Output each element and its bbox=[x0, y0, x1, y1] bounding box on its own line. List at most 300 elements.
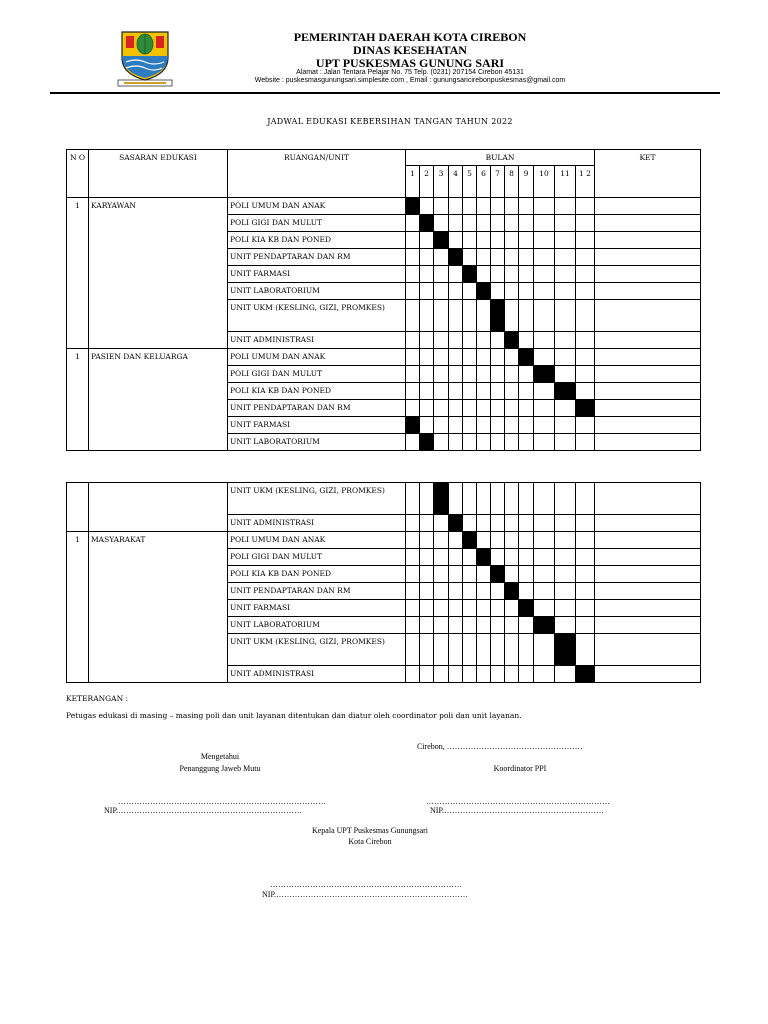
month-cell bbox=[576, 300, 595, 332]
ket-cell bbox=[595, 400, 701, 417]
month-cell bbox=[463, 434, 477, 451]
scheduled-month-cell bbox=[434, 232, 449, 249]
scheduled-month-cell bbox=[491, 566, 505, 583]
month-cell bbox=[576, 483, 595, 515]
month-cell bbox=[555, 566, 576, 583]
month-cell bbox=[555, 300, 576, 332]
table-body-part-1 bbox=[67, 198, 701, 451]
month-cell bbox=[406, 666, 420, 683]
month-cell bbox=[463, 198, 477, 215]
month-cell bbox=[534, 400, 555, 417]
month-cell bbox=[420, 283, 434, 300]
month-cell bbox=[477, 583, 491, 600]
month-cell bbox=[420, 266, 434, 283]
month-cell bbox=[505, 266, 519, 283]
header-ket: KET bbox=[595, 150, 701, 198]
scheduled-month-cell bbox=[420, 434, 434, 451]
month-cell bbox=[420, 634, 434, 666]
month-cell bbox=[519, 617, 534, 634]
scheduled-month-cell bbox=[434, 483, 449, 515]
month-cell bbox=[420, 566, 434, 583]
month-cell bbox=[534, 332, 555, 349]
month-cell bbox=[519, 249, 534, 266]
month-cell bbox=[555, 400, 576, 417]
month-cell bbox=[420, 332, 434, 349]
month-cell bbox=[555, 483, 576, 515]
month-cell bbox=[519, 232, 534, 249]
month-cell bbox=[434, 198, 449, 215]
month-cell bbox=[463, 417, 477, 434]
month-header: 9 bbox=[519, 166, 534, 198]
month-cell bbox=[406, 634, 420, 666]
month-cell bbox=[491, 634, 505, 666]
target-group: KARYAWAN bbox=[89, 198, 228, 349]
month-cell bbox=[406, 349, 420, 366]
ket-cell bbox=[595, 583, 701, 600]
month-cell bbox=[576, 215, 595, 232]
month-cell bbox=[534, 383, 555, 400]
month-cell bbox=[505, 400, 519, 417]
month-header: 8 bbox=[505, 166, 519, 198]
month-cell bbox=[477, 532, 491, 549]
month-cell bbox=[576, 232, 595, 249]
month-cell bbox=[505, 666, 519, 683]
target-group: MASYARAKAT bbox=[89, 532, 228, 683]
month-cell bbox=[449, 583, 463, 600]
month-cell bbox=[434, 666, 449, 683]
address-line: Alamat : Jalan Tentara Pelajar No. 75 Telp. (0231) 207154 Cirebon 45131 bbox=[296, 69, 524, 76]
month-cell bbox=[519, 383, 534, 400]
month-cell bbox=[555, 515, 576, 532]
month-cell bbox=[534, 666, 555, 683]
month-cell bbox=[576, 434, 595, 451]
month-cell bbox=[555, 532, 576, 549]
month-cell bbox=[434, 417, 449, 434]
scheduled-month-cell bbox=[534, 617, 555, 634]
month-cell bbox=[519, 400, 534, 417]
month-cell bbox=[534, 583, 555, 600]
month-cell bbox=[406, 232, 420, 249]
month-cell bbox=[519, 266, 534, 283]
month-cell bbox=[519, 215, 534, 232]
acknowledged-label: Mengetahui bbox=[200, 752, 240, 761]
month-cell bbox=[576, 266, 595, 283]
month-cell bbox=[519, 366, 534, 383]
month-cell bbox=[519, 549, 534, 566]
left-signature-line: …………………………………………………………………… bbox=[118, 797, 326, 806]
month-cell bbox=[491, 400, 505, 417]
month-cell bbox=[463, 366, 477, 383]
bottom-signature-line: ……………………………………………………………… bbox=[270, 880, 462, 889]
month-cell bbox=[477, 349, 491, 366]
month-cell bbox=[555, 434, 576, 451]
month-cell bbox=[519, 434, 534, 451]
month-cell bbox=[449, 434, 463, 451]
month-cell bbox=[576, 566, 595, 583]
row-number bbox=[67, 483, 89, 532]
month-header: 11 bbox=[555, 166, 576, 198]
ket-cell bbox=[595, 366, 701, 383]
ket-cell bbox=[595, 566, 701, 583]
ket-cell bbox=[595, 417, 701, 434]
ket-cell bbox=[595, 215, 701, 232]
ket-cell bbox=[595, 232, 701, 249]
month-cell bbox=[420, 532, 434, 549]
month-cell bbox=[505, 232, 519, 249]
ket-cell bbox=[595, 515, 701, 532]
month-cell bbox=[576, 532, 595, 549]
ket-cell bbox=[595, 349, 701, 366]
place-date: Cirebon, …………………………………………… bbox=[417, 742, 583, 751]
month-cell bbox=[449, 283, 463, 300]
month-cell bbox=[519, 532, 534, 549]
month-cell bbox=[434, 249, 449, 266]
month-cell bbox=[491, 434, 505, 451]
unit-name: POLI UMUM DAN ANAK bbox=[228, 532, 406, 549]
month-cell bbox=[449, 483, 463, 515]
unit-name: POLI KIA KB DAN PONED bbox=[228, 566, 406, 583]
month-cell bbox=[491, 283, 505, 300]
month-cell bbox=[519, 300, 534, 332]
month-cell bbox=[449, 266, 463, 283]
month-cell bbox=[491, 366, 505, 383]
month-cell bbox=[420, 232, 434, 249]
month-cell bbox=[491, 483, 505, 515]
unit-name: UNIT LABORATORIUM bbox=[228, 283, 406, 300]
unit-name: POLI GIGI DAN MULUT bbox=[228, 549, 406, 566]
ket-cell bbox=[595, 617, 701, 634]
month-cell bbox=[491, 617, 505, 634]
scheduled-month-cell bbox=[519, 600, 534, 617]
month-cell bbox=[420, 483, 434, 515]
month-cell bbox=[406, 400, 420, 417]
month-cell bbox=[406, 549, 420, 566]
month-cell bbox=[491, 417, 505, 434]
month-cell bbox=[491, 332, 505, 349]
month-cell bbox=[463, 400, 477, 417]
unit-name: UNIT ADMINISTRASI bbox=[228, 515, 406, 532]
month-cell bbox=[555, 283, 576, 300]
month-cell bbox=[555, 198, 576, 215]
month-cell bbox=[463, 232, 477, 249]
row-number: 1 bbox=[67, 198, 89, 349]
month-cell bbox=[519, 332, 534, 349]
unit-name: UNIT FARMASI bbox=[228, 266, 406, 283]
head-city: Kota Cirebon bbox=[348, 837, 392, 846]
unit-name: UNIT FARMASI bbox=[228, 600, 406, 617]
month-cell bbox=[519, 283, 534, 300]
month-cell bbox=[505, 383, 519, 400]
month-header: 1 bbox=[406, 166, 420, 198]
month-cell bbox=[534, 417, 555, 434]
schedule-table-part-1 bbox=[66, 149, 701, 451]
month-cell bbox=[420, 300, 434, 332]
month-cell bbox=[576, 600, 595, 617]
month-cell bbox=[491, 249, 505, 266]
month-cell bbox=[406, 617, 420, 634]
month-cell bbox=[420, 417, 434, 434]
unit-name: UNIT LABORATORIUM bbox=[228, 617, 406, 634]
head-title: Kepala UPT Puskesmas Gunungsari bbox=[311, 826, 429, 835]
scheduled-month-cell bbox=[491, 300, 505, 332]
month-cell bbox=[555, 583, 576, 600]
month-cell bbox=[434, 617, 449, 634]
row-number: 1 bbox=[67, 532, 89, 683]
unit-name: UNIT UKM (KESLING, GIZI, PROMKES) bbox=[228, 634, 406, 666]
ket-cell bbox=[595, 532, 701, 549]
ket-cell bbox=[595, 300, 701, 332]
month-cell bbox=[477, 198, 491, 215]
month-cell bbox=[477, 617, 491, 634]
month-cell bbox=[555, 366, 576, 383]
scheduled-month-cell bbox=[406, 198, 420, 215]
month-cell bbox=[576, 417, 595, 434]
table-body-part-2 bbox=[67, 483, 701, 683]
month-cell bbox=[463, 515, 477, 532]
unit-name: POLI UMUM DAN ANAK bbox=[228, 198, 406, 215]
month-cell bbox=[449, 566, 463, 583]
month-cell bbox=[534, 232, 555, 249]
month-cell bbox=[463, 349, 477, 366]
month-cell bbox=[505, 600, 519, 617]
month-cell bbox=[491, 515, 505, 532]
header-divider bbox=[50, 92, 720, 94]
ket-cell bbox=[595, 266, 701, 283]
month-cell bbox=[434, 383, 449, 400]
month-cell bbox=[406, 600, 420, 617]
scheduled-month-cell bbox=[505, 583, 519, 600]
month-cell bbox=[534, 198, 555, 215]
month-cell bbox=[477, 515, 491, 532]
month-cell bbox=[491, 198, 505, 215]
government-heading: PEMERINTAH DAERAH KOTA CIREBON bbox=[293, 30, 527, 44]
month-cell bbox=[491, 349, 505, 366]
month-cell bbox=[555, 215, 576, 232]
quality-officer-title: Penanggung Jaweb Mutu bbox=[179, 764, 261, 773]
unit-name: UNIT UKM (KESLING, GIZI, PROMKES) bbox=[228, 483, 406, 515]
month-cell bbox=[420, 383, 434, 400]
month-cell bbox=[505, 566, 519, 583]
month-cell bbox=[505, 532, 519, 549]
month-cell bbox=[534, 434, 555, 451]
month-cell bbox=[449, 532, 463, 549]
ket-cell bbox=[595, 283, 701, 300]
right-signature-line: …………………………………………………………… bbox=[426, 797, 610, 806]
document-title: JADWAL EDUKASI KEBERSIHAN TANGAN TAHUN 2022 bbox=[267, 117, 513, 126]
month-header: 5 bbox=[463, 166, 477, 198]
month-cell bbox=[449, 634, 463, 666]
header-no: N O bbox=[67, 150, 89, 198]
month-cell bbox=[555, 332, 576, 349]
month-cell bbox=[534, 483, 555, 515]
month-cell bbox=[505, 283, 519, 300]
month-cell bbox=[519, 583, 534, 600]
month-cell bbox=[534, 283, 555, 300]
scheduled-month-cell bbox=[406, 417, 420, 434]
ket-cell bbox=[595, 198, 701, 215]
month-cell bbox=[519, 515, 534, 532]
month-cell bbox=[420, 515, 434, 532]
month-cell bbox=[519, 417, 534, 434]
month-cell bbox=[449, 617, 463, 634]
month-cell bbox=[406, 366, 420, 383]
unit-name: UNIT ADMINISTRASI bbox=[228, 666, 406, 683]
table-row bbox=[67, 532, 701, 549]
month-cell bbox=[477, 600, 491, 617]
month-cell bbox=[491, 666, 505, 683]
unit-name: UNIT FARMASI bbox=[228, 417, 406, 434]
month-cell bbox=[519, 666, 534, 683]
month-cell bbox=[491, 383, 505, 400]
month-cell bbox=[406, 532, 420, 549]
month-cell bbox=[434, 532, 449, 549]
month-cell bbox=[555, 600, 576, 617]
month-cell bbox=[420, 366, 434, 383]
month-cell bbox=[449, 666, 463, 683]
left-nip: NIP.…………………………………………………………… bbox=[104, 806, 303, 815]
month-cell bbox=[576, 332, 595, 349]
unit-name: UNIT PENDAPTARAN DAN RM bbox=[228, 249, 406, 266]
month-cell bbox=[434, 583, 449, 600]
month-cell bbox=[534, 634, 555, 666]
schedule-table-part-2 bbox=[66, 482, 701, 683]
month-cell bbox=[420, 249, 434, 266]
unit-name: POLI UMUM DAN ANAK bbox=[228, 349, 406, 366]
month-cell bbox=[449, 232, 463, 249]
month-cell bbox=[477, 215, 491, 232]
month-cell bbox=[505, 198, 519, 215]
header-bulan: BULAN bbox=[406, 150, 595, 166]
month-cell bbox=[555, 249, 576, 266]
month-cell bbox=[449, 600, 463, 617]
month-cell bbox=[434, 366, 449, 383]
month-cell bbox=[555, 617, 576, 634]
month-cell bbox=[555, 666, 576, 683]
month-cell bbox=[477, 417, 491, 434]
scheduled-month-cell bbox=[420, 215, 434, 232]
month-cell bbox=[576, 249, 595, 266]
table-row bbox=[67, 483, 701, 515]
month-cell bbox=[449, 215, 463, 232]
ppi-coordinator-title: Koordinator PPI bbox=[493, 764, 547, 773]
ket-cell bbox=[595, 666, 701, 683]
month-cell bbox=[434, 400, 449, 417]
month-cell bbox=[491, 600, 505, 617]
month-cell bbox=[477, 332, 491, 349]
month-cell bbox=[477, 566, 491, 583]
month-cell bbox=[477, 232, 491, 249]
month-cell bbox=[505, 617, 519, 634]
month-cell bbox=[449, 549, 463, 566]
month-cell bbox=[519, 198, 534, 215]
ket-cell bbox=[595, 249, 701, 266]
month-cell bbox=[406, 300, 420, 332]
month-header: 3 bbox=[434, 166, 449, 198]
month-cell bbox=[477, 483, 491, 515]
unit-name: UNIT UKM (KESLING, GIZI, PROMKES) bbox=[228, 300, 406, 332]
scheduled-month-cell bbox=[555, 383, 576, 400]
unit-name: POLI KIA KB DAN PONED bbox=[228, 383, 406, 400]
month-cell bbox=[420, 617, 434, 634]
month-cell bbox=[406, 266, 420, 283]
month-cell bbox=[576, 383, 595, 400]
month-cell bbox=[491, 583, 505, 600]
month-cell bbox=[519, 634, 534, 666]
month-cell bbox=[505, 249, 519, 266]
month-cell bbox=[477, 249, 491, 266]
unit-name: UNIT PENDAPTARAN DAN RM bbox=[228, 400, 406, 417]
month-cell bbox=[505, 417, 519, 434]
month-cell bbox=[420, 666, 434, 683]
month-cell bbox=[491, 266, 505, 283]
month-cell bbox=[576, 349, 595, 366]
month-cell bbox=[505, 215, 519, 232]
month-cell bbox=[463, 666, 477, 683]
month-cell bbox=[463, 215, 477, 232]
ket-cell bbox=[595, 383, 701, 400]
month-cell bbox=[463, 634, 477, 666]
month-cell bbox=[434, 332, 449, 349]
month-cell bbox=[406, 383, 420, 400]
month-cell bbox=[576, 549, 595, 566]
month-cell bbox=[534, 266, 555, 283]
scheduled-month-cell bbox=[505, 332, 519, 349]
right-nip: NIP.…………………………………………………… bbox=[430, 806, 605, 815]
month-cell bbox=[534, 532, 555, 549]
scheduled-month-cell bbox=[477, 283, 491, 300]
contact-line: Website : puskesmasgunungsari.simplesite.com , Email : gunungsaricirebonpuskesmas@gmail.com bbox=[254, 77, 566, 84]
month-cell bbox=[534, 600, 555, 617]
month-cell bbox=[406, 283, 420, 300]
month-cell bbox=[463, 566, 477, 583]
unit-name: UNIT LABORATORIUM bbox=[228, 434, 406, 451]
month-cell bbox=[505, 634, 519, 666]
month-cell bbox=[449, 366, 463, 383]
header-sasaran: SASARAN EDUKASI bbox=[89, 150, 228, 198]
month-cell bbox=[505, 549, 519, 566]
ket-cell bbox=[595, 634, 701, 666]
month-cell bbox=[449, 349, 463, 366]
month-cell bbox=[576, 515, 595, 532]
unit-name: UNIT ADMINISTRASI bbox=[228, 332, 406, 349]
month-cell bbox=[420, 549, 434, 566]
month-cell bbox=[576, 366, 595, 383]
month-cell bbox=[477, 666, 491, 683]
month-cell bbox=[534, 249, 555, 266]
unit-name: UNIT PENDAPTARAN DAN RM bbox=[228, 583, 406, 600]
month-cell bbox=[491, 549, 505, 566]
month-cell bbox=[505, 515, 519, 532]
month-cell bbox=[477, 634, 491, 666]
table-row bbox=[67, 198, 701, 215]
month-cell bbox=[463, 549, 477, 566]
month-cell bbox=[519, 566, 534, 583]
month-cell bbox=[449, 383, 463, 400]
month-cell bbox=[449, 300, 463, 332]
notes-label: KETERANGAN : bbox=[66, 694, 129, 703]
unit-name: POLI GIGI DAN MULUT bbox=[228, 215, 406, 232]
month-cell bbox=[534, 566, 555, 583]
month-header: 10 bbox=[534, 166, 555, 198]
scheduled-month-cell bbox=[449, 249, 463, 266]
bottom-nip: NIP.……………………………………………………………… bbox=[262, 890, 469, 899]
month-cell bbox=[434, 566, 449, 583]
month-cell bbox=[576, 283, 595, 300]
month-cell bbox=[406, 583, 420, 600]
month-header: 6 bbox=[477, 166, 491, 198]
ket-cell bbox=[595, 483, 701, 515]
month-cell bbox=[463, 300, 477, 332]
